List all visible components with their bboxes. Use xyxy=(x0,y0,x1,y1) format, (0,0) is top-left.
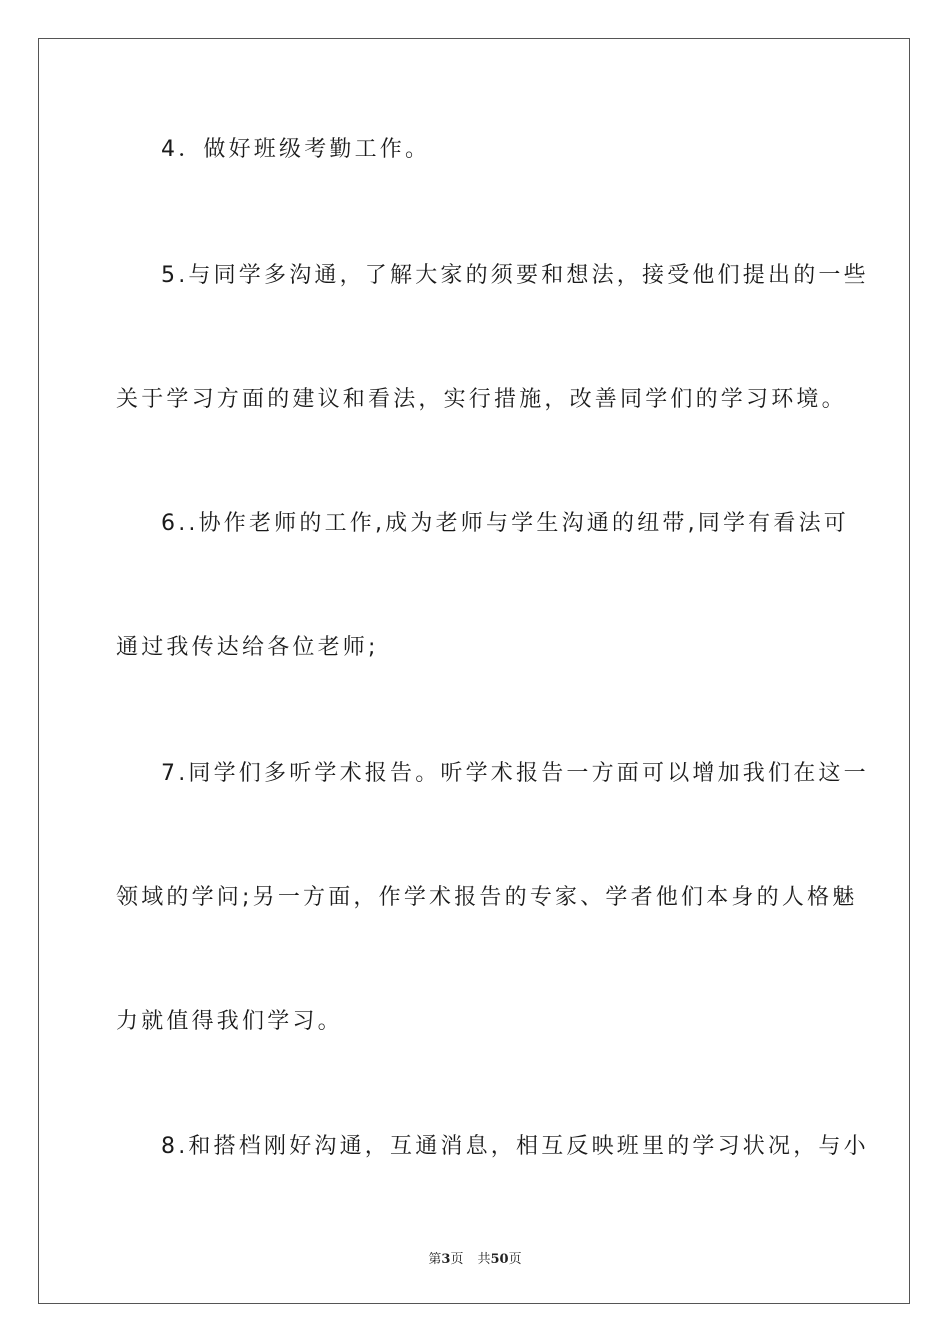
paragraph-8-line-1: 8.和搭档刚好沟通，互通消息，相互反映班里的学习状况，与小 xyxy=(161,1134,869,1159)
footer-page-number: 3 xyxy=(441,1252,451,1267)
paragraph-7-line-1: 7.同学们多听学术报告。听学术报告一方面可以增加我们在这一 xyxy=(161,761,869,786)
paragraph-7-line-2: 领域的学问;另一方面，作学术报告的专家、学者他们本身的人格魅 xyxy=(116,885,858,910)
paragraph-7-line-3: 力就值得我们学习。 xyxy=(116,1009,343,1034)
paragraph-5-line-2: 关于学习方面的建议和看法，实行措施，改善同学们的学习环境。 xyxy=(116,387,847,412)
page-border xyxy=(38,38,910,1304)
page-footer xyxy=(0,1248,950,1267)
paragraph-6-line-1: 6..协作老师的工作,成为老师与学生沟通的纽带,同学有看法可 xyxy=(161,511,849,536)
footer-total-number: 50 xyxy=(490,1252,509,1267)
paragraph-6-line-2: 通过我传达给各位老师; xyxy=(116,635,379,660)
footer-total-suffix: 页 xyxy=(508,1252,522,1267)
footer-page-suffix: 页 xyxy=(450,1252,464,1267)
paragraph-5-line-1: 5.与同学多沟通，了解大家的须要和想法，接受他们提出的一些 xyxy=(161,263,869,288)
footer-total-prefix: 共 xyxy=(477,1252,491,1267)
footer-page-prefix: 第 xyxy=(428,1252,442,1267)
paragraph-4-line-1: 4．做好班级考勤工作。 xyxy=(161,137,431,162)
